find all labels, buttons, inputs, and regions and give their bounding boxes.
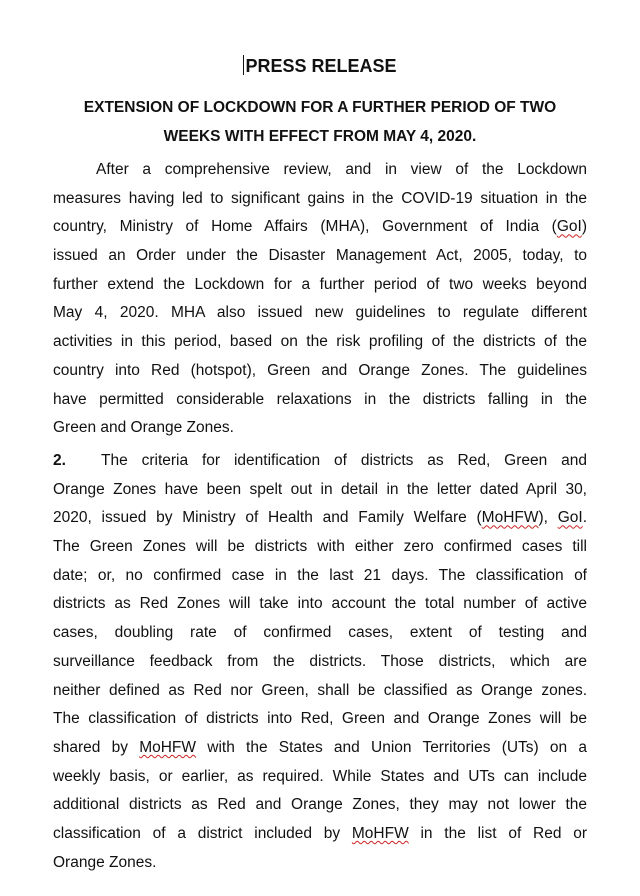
paragraph-line-text: The criteria for identification of districts as Red, Green and <box>101 452 587 469</box>
paragraph-line: 2020, issued by Ministry of Health and Family Welfare (MoHFW), GoI. <box>53 509 588 527</box>
paragraph-line: The Green Zones will be districts with either zero confirmed cases till <box>53 538 587 556</box>
paragraph-line: measures having led to significant gains in the COVID-19 situation in the <box>53 189 587 207</box>
paragraph-line: neither defined as Red nor Green, shall be classified as Orange zones. <box>53 681 587 699</box>
paragraph-line: shared by MoHFW with the States and Union Territories (UTs) on a <box>53 738 587 756</box>
paragraph-1 <box>53 156 587 443</box>
paragraph-line: After a comprehensive review, and in view of the Lockdown <box>96 161 587 178</box>
subtitle-line-2: WEEKS WITH EFFECT FROM MAY 4, 2020. <box>163 128 477 145</box>
paragraph-line: date; or, no confirmed case in the last 21 days. The classification of <box>53 566 587 584</box>
paragraph-line: The classification of districts into Red, Green and Orange Zones will be <box>53 710 587 728</box>
paragraph-line: Orange Zones. <box>53 853 157 871</box>
paragraph-2 <box>53 447 587 877</box>
paragraph-line: activities in this period, based on the risk profiling of the districts of the <box>53 333 587 351</box>
paragraph-line: additional districts as Red and Orange Zones, they may not lower the <box>53 796 587 814</box>
title-text: PRESS RELEASE <box>245 56 397 76</box>
paragraph-line: cases, doubling rate of confirmed cases, extent of testing and <box>53 624 587 642</box>
paragraph-line: have permitted considerable relaxations in the districts falling in the <box>53 390 587 408</box>
paragraph-line: Green and Orange Zones. <box>53 419 234 437</box>
paragraph-line: country, Ministry of Home Affairs (MHA), Government of India (GoI) <box>53 218 587 236</box>
paragraph-line: May 4, 2020. MHA also issued new guidelines to regulate different <box>53 304 587 322</box>
subtitle-line-1: EXTENSION OF LOCKDOWN FOR A FURTHER PERIOD OF TWO <box>83 99 557 116</box>
paragraph-line: further extend the Lockdown for a further period of two weeks beyond <box>53 275 587 293</box>
release-subtitle <box>60 93 580 151</box>
paragraph-line: weekly basis, or earlier, as required. While States and UTs can include <box>53 767 587 785</box>
press-release-title <box>0 54 640 78</box>
paragraph-line: surveillance feedback from the districts. Those districts, which are <box>53 652 587 670</box>
paragraph-line: country into Red (hotspot), Green and Orange Zones. The guidelines <box>53 361 587 379</box>
paragraph-line: issued an Order under the Disaster Management Act, 2005, today, to <box>53 247 587 265</box>
paragraph-line: districts as Red Zones will take into account the total number of active <box>53 595 587 613</box>
paragraph-number: 2. <box>53 452 66 469</box>
paragraph-line: Orange Zones have been spelt out in detail in the letter dated April 30, <box>53 480 587 498</box>
paragraph-line: classification of a district included by MoHFW in the list of Red or <box>53 824 587 842</box>
paragraph-line <box>53 447 587 476</box>
